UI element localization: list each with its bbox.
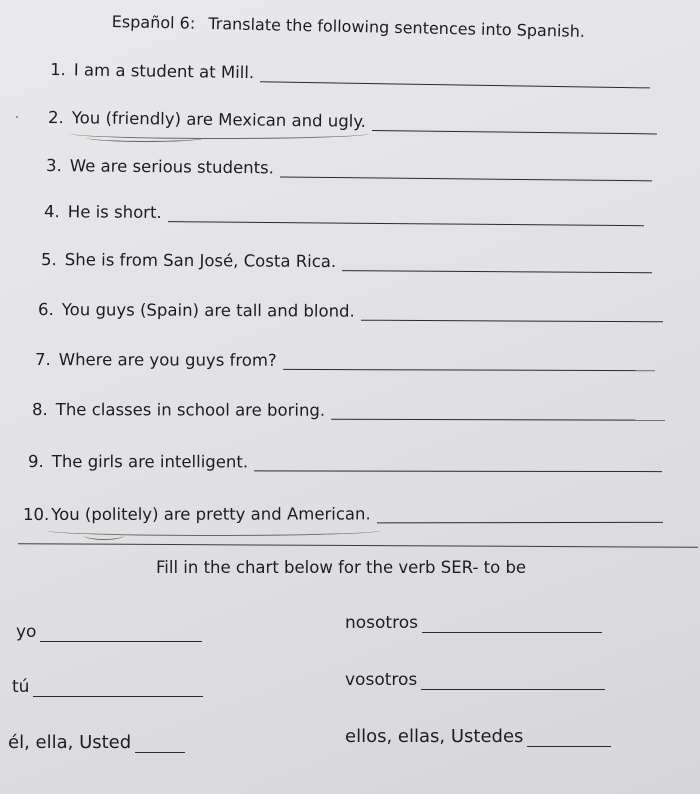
answer-blank[interactable] <box>283 353 655 371</box>
question-5 <box>41 250 652 273</box>
pronoun-label: él, ella, Usted <box>8 732 132 753</box>
answer-blank[interactable] <box>280 160 652 181</box>
pen-underline <box>86 133 206 142</box>
question-text: You (politely) are pretty and American. <box>51 504 371 524</box>
question-8 <box>32 400 665 421</box>
question-4 <box>44 202 644 226</box>
question-number: 6. <box>38 300 54 320</box>
answer-blank[interactable] <box>254 454 662 472</box>
question-text: You guys (Spain) are tall and blond. <box>61 300 355 321</box>
answer-blank[interactable] <box>260 65 650 88</box>
instructions: Translate the following sentences into Spanish. <box>208 14 586 41</box>
answer-blank[interactable] <box>361 304 663 323</box>
pen-dot <box>16 116 18 118</box>
question-10 <box>23 504 663 524</box>
conjugation-blank[interactable] <box>40 625 202 642</box>
question-number: 4. <box>44 202 60 222</box>
pronoun-label: tú <box>12 677 30 697</box>
conjugation-blank[interactable] <box>33 680 203 697</box>
chart-row-yo <box>16 622 202 642</box>
question-1 <box>50 60 650 88</box>
question-number: 3. <box>46 156 62 176</box>
question-9 <box>28 452 662 472</box>
question-text: I am a student at Mill. <box>73 60 255 83</box>
pen-underline <box>84 531 124 540</box>
chart-row-nosotros <box>345 613 602 633</box>
question-number: 9. <box>28 452 44 472</box>
section-divider <box>18 543 698 548</box>
conjugation-blank[interactable] <box>421 673 605 690</box>
worksheet-header <box>112 12 586 41</box>
question-number: 10. <box>22 504 50 524</box>
answer-blank[interactable] <box>331 403 665 421</box>
pronoun-label: ellos, ellas, Ustedes <box>345 726 524 747</box>
question-number: 1. <box>50 60 67 80</box>
answer-blank[interactable] <box>342 254 652 273</box>
question-6 <box>38 300 663 322</box>
answer-blank[interactable] <box>372 114 657 134</box>
question-text: Where are you guys from? <box>58 350 277 370</box>
question-text: She is from San José, Costa Rica. <box>64 250 337 272</box>
chart-row-vosotros <box>345 670 605 690</box>
conjugation-blank[interactable] <box>422 616 602 633</box>
question-7 <box>35 350 655 371</box>
question-number: 2. <box>48 108 64 128</box>
pronoun-label: vosotros <box>345 670 418 690</box>
chart-heading: Fill in the chart below for the verb SER- to be <box>156 558 527 577</box>
conjugation-blank[interactable] <box>527 730 611 747</box>
class-title: Español 6: <box>111 12 196 33</box>
pronoun-label: nosotros <box>345 613 418 633</box>
question-number: 5. <box>41 250 57 270</box>
question-text: The classes in school are boring. <box>55 400 326 420</box>
answer-blank[interactable] <box>377 506 663 523</box>
chart-row-ellos-ellas-ustedes <box>345 726 611 747</box>
chart-row-el-ella-usted <box>8 732 185 753</box>
conjugation-blank[interactable] <box>135 736 185 753</box>
question-text: The girls are intelligent. <box>51 452 249 472</box>
question-number: 8. <box>32 400 48 420</box>
chart-row-tu <box>12 677 203 697</box>
question-text: You (friendly) are Mexican and ugly. <box>71 108 367 131</box>
question-text: We are serious students. <box>69 156 275 178</box>
question-3 <box>46 156 652 181</box>
answer-blank[interactable] <box>168 205 644 226</box>
pronoun-label: yo <box>16 622 37 642</box>
question-text: He is short. <box>67 202 162 223</box>
question-number: 7. <box>35 350 51 370</box>
